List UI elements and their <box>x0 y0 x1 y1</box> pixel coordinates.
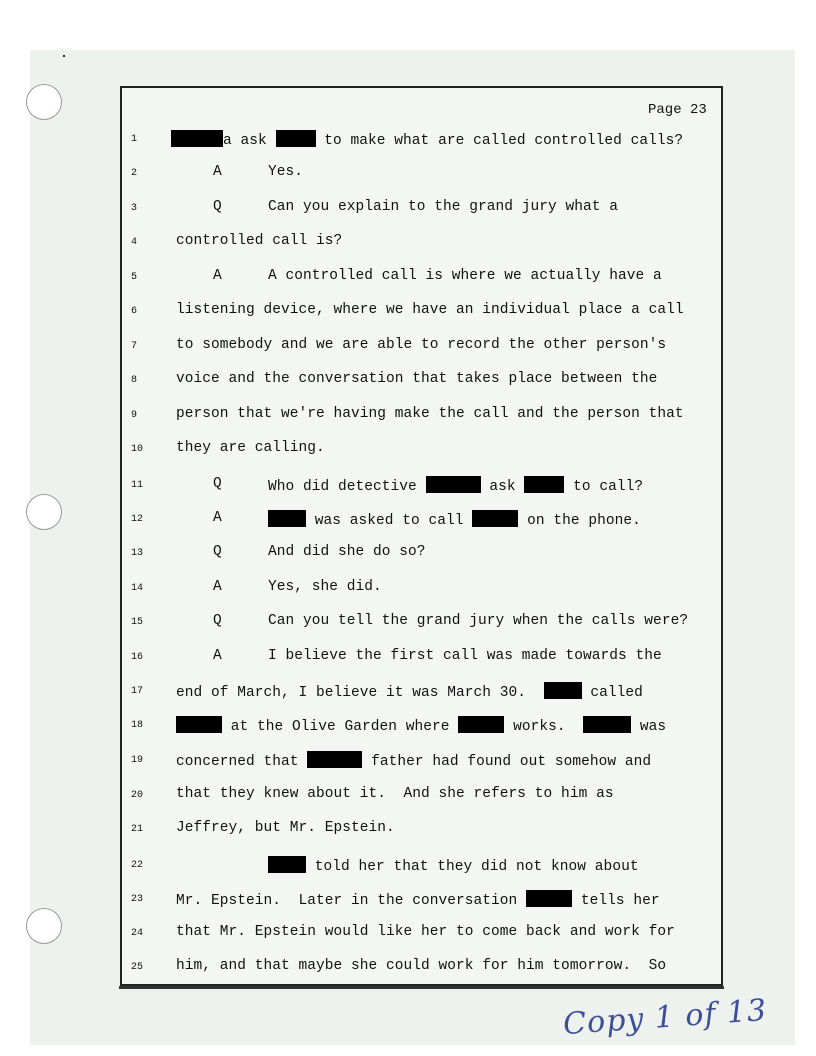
line-number: 9 <box>131 410 138 421</box>
speaker-label: Q <box>213 199 222 215</box>
punch-hole-top <box>26 84 62 120</box>
line-number: 6 <box>131 306 138 317</box>
redaction-box <box>472 510 518 527</box>
line-number: 16 <box>131 652 144 663</box>
line-number: 13 <box>131 548 144 559</box>
redaction-box <box>268 510 306 527</box>
redaction-box <box>268 856 306 873</box>
transcript-line <box>0 958 816 980</box>
line-text: person that we're having make the call and the person that <box>176 406 684 422</box>
line-text: him, and that maybe she could work for him tomorrow. So <box>176 958 667 974</box>
line-number: 12 <box>131 514 144 525</box>
line-text: Can you tell the grand jury when the calls were? <box>268 613 689 629</box>
line-number: 19 <box>131 755 144 766</box>
transcript-line <box>0 579 816 601</box>
redaction-box <box>458 716 504 733</box>
transcript-line <box>0 302 816 324</box>
transcript-line <box>0 476 816 498</box>
line-text: that they knew about it. And she refers to him as <box>176 786 614 802</box>
line-text: told her that they did not know about <box>268 856 639 875</box>
handwritten-annotation: Copy 1 of 13 <box>562 992 769 1043</box>
line-text: Can you explain to the grand jury what a <box>268 199 619 215</box>
redaction-box <box>307 751 362 768</box>
line-text: they are calling. <box>176 440 325 456</box>
transcript-line <box>0 337 816 359</box>
transcript-line <box>0 890 816 912</box>
transcript-line <box>0 164 816 186</box>
line-number: 2 <box>131 168 138 179</box>
line-number: 3 <box>131 203 138 214</box>
transcript-line <box>0 924 816 946</box>
line-number: 1 <box>131 134 138 145</box>
transcript-line <box>0 820 816 842</box>
speaker-label: Q <box>213 544 222 560</box>
line-text: was asked to call on the phone. <box>268 510 641 529</box>
redaction-box <box>171 130 223 147</box>
line-number: 4 <box>131 237 138 248</box>
speck <box>63 55 65 57</box>
line-number: 25 <box>131 962 144 973</box>
line-text: Yes, she did. <box>268 579 382 595</box>
redaction-box <box>526 890 572 907</box>
speaker-label: Q <box>213 613 222 629</box>
speaker-label: A <box>213 579 222 595</box>
line-number: 5 <box>131 272 138 283</box>
line-text: listening device, where we have an individual place a call <box>176 302 684 318</box>
line-number: 21 <box>131 824 144 835</box>
line-text: Mr. Epstein. Later in the conversation tells her <box>176 890 660 909</box>
transcript-line <box>0 648 816 670</box>
line-text: I believe the first call was made towards the <box>268 648 662 664</box>
redaction-box <box>176 716 222 733</box>
transcript-line <box>0 751 816 773</box>
line-number: 22 <box>131 860 144 871</box>
transcript-line <box>0 371 816 393</box>
transcript-line <box>0 716 816 738</box>
line-text: at the Olive Garden where works. was <box>176 716 666 735</box>
speaker-label: A <box>213 510 222 526</box>
line-number: 8 <box>131 375 138 386</box>
line-text: a ask to make what are called controlled calls? <box>171 130 683 149</box>
transcript-line <box>0 613 816 635</box>
line-text: Who did detective ask to call? <box>268 476 643 495</box>
line-number: 20 <box>131 790 144 801</box>
transcript-line <box>0 544 816 566</box>
page-number: Page 23 <box>648 102 707 118</box>
redaction-box <box>583 716 631 733</box>
line-text: that Mr. Epstein would like her to come back and work for <box>176 924 675 940</box>
transcript-line <box>0 199 816 221</box>
redaction-box <box>276 130 316 147</box>
line-number: 18 <box>131 720 144 731</box>
line-text: concerned that father had found out somehow and <box>176 751 651 770</box>
transcript-line <box>0 406 816 428</box>
speaker-label: A <box>213 164 222 180</box>
line-number: 10 <box>131 444 144 455</box>
line-text: And did she do so? <box>268 544 426 560</box>
line-number: 14 <box>131 583 144 594</box>
speaker-label: A <box>213 268 222 284</box>
redaction-box <box>524 476 564 493</box>
line-number: 17 <box>131 686 144 697</box>
line-number: 24 <box>131 928 144 939</box>
transcript-line <box>0 682 816 704</box>
transcript-line <box>0 786 816 808</box>
line-number: 23 <box>131 894 144 905</box>
line-text: to somebody and we are able to record the other person's <box>176 337 667 353</box>
line-text: controlled call is? <box>176 233 343 249</box>
transcript-line <box>0 856 816 878</box>
transcript-line <box>0 510 816 532</box>
line-number: 15 <box>131 617 144 628</box>
line-text: Yes. <box>268 164 304 180</box>
transcript-frame <box>120 86 723 986</box>
line-text: end of March, I believe it was March 30. called <box>176 682 643 701</box>
line-text: Jeffrey, but Mr. Epstein. <box>176 820 395 836</box>
line-text: A controlled call is where we actually have a <box>268 268 662 284</box>
transcript-line <box>0 233 816 255</box>
transcript-line <box>0 130 816 152</box>
transcript-line <box>0 268 816 290</box>
speaker-label: Q <box>213 476 222 492</box>
redaction-box <box>426 476 481 493</box>
line-number: 11 <box>131 480 144 491</box>
line-text: voice and the conversation that takes place between the <box>176 371 658 387</box>
line-number: 7 <box>131 341 138 352</box>
redaction-box <box>544 682 582 699</box>
transcript-line <box>0 440 816 462</box>
speaker-label: A <box>213 648 222 664</box>
